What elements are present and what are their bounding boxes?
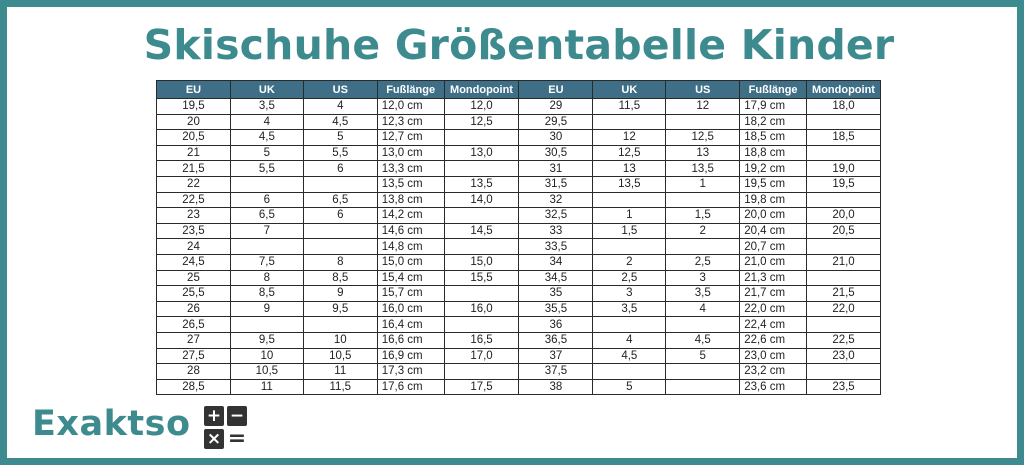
cell-eu: 31,5	[519, 176, 593, 192]
cell-uk: 9,5	[230, 332, 303, 348]
cell-eu: 32	[519, 192, 593, 208]
cell-mondopoint: 16,0	[444, 301, 519, 317]
cell-us: 11	[303, 364, 377, 380]
cell-foot-length: 12,0 cm	[377, 99, 444, 115]
cell-foot-length: 19,2 cm	[740, 161, 807, 177]
cell-uk: 7	[230, 223, 303, 239]
cell-foot-length: 16,6 cm	[377, 332, 444, 348]
cell-mondopoint: 18,0	[807, 99, 881, 115]
cell-uk: 6,5	[230, 208, 303, 224]
cell-us: 6,5	[303, 192, 377, 208]
logo-wordmark: Exaktso	[32, 404, 191, 444]
cell-eu: 23,5	[157, 223, 231, 239]
cell-mondopoint: 19,0	[807, 161, 881, 177]
cell-eu: 22,5	[157, 192, 231, 208]
cell-foot-length: 23,6 cm	[740, 379, 807, 395]
cell-uk: 13	[593, 161, 666, 177]
cell-eu: 34	[519, 254, 593, 270]
header-mondopoint: Mondopoint	[444, 81, 519, 99]
cell-foot-length: 17,9 cm	[740, 99, 807, 115]
cell-uk: 12,5	[593, 145, 666, 161]
cell-us: 9	[303, 286, 377, 302]
cell-uk: 5	[593, 379, 666, 395]
cell-mondopoint	[444, 130, 519, 146]
cell-uk: 2	[593, 254, 666, 270]
header-us: US	[666, 81, 740, 99]
cell-eu: 37,5	[519, 364, 593, 380]
table-row	[157, 145, 881, 161]
cell-mondopoint	[807, 364, 881, 380]
cell-mondopoint: 14,5	[444, 223, 519, 239]
cell-foot-length: 14,8 cm	[377, 239, 444, 255]
cell-us	[303, 223, 377, 239]
cell-uk	[230, 239, 303, 255]
table-row	[157, 270, 881, 286]
cell-mondopoint	[807, 317, 881, 333]
cell-us	[666, 317, 740, 333]
cell-us: 11,5	[303, 379, 377, 395]
cell-foot-length: 22,0 cm	[740, 301, 807, 317]
cell-mondopoint: 19,5	[807, 176, 881, 192]
cell-us: 5	[303, 130, 377, 146]
header-uk: UK	[593, 81, 666, 99]
cell-eu: 36,5	[519, 332, 593, 348]
cell-uk: 11,5	[593, 99, 666, 115]
cell-uk: 4	[230, 114, 303, 130]
cell-us: 1	[666, 176, 740, 192]
table-body	[157, 99, 881, 395]
plus-icon: +	[204, 406, 224, 426]
cell-foot-length: 17,6 cm	[377, 379, 444, 395]
cell-uk: 13,5	[593, 176, 666, 192]
table-row	[157, 379, 881, 395]
table-row	[157, 208, 881, 224]
cell-eu: 20,5	[157, 130, 231, 146]
calculator-icon	[204, 406, 248, 450]
table-row	[157, 317, 881, 333]
cell-us: 4,5	[666, 332, 740, 348]
header-us: US	[303, 81, 377, 99]
cell-mondopoint: 14,0	[444, 192, 519, 208]
cell-us: 3	[666, 270, 740, 286]
cell-foot-length: 13,3 cm	[377, 161, 444, 177]
table-row	[157, 348, 881, 364]
cell-foot-length: 13,0 cm	[377, 145, 444, 161]
cell-mondopoint	[444, 208, 519, 224]
table-row	[157, 99, 881, 115]
cell-mondopoint	[807, 114, 881, 130]
cell-foot-length: 22,4 cm	[740, 317, 807, 333]
cell-uk: 7,5	[230, 254, 303, 270]
cell-mondopoint: 17,0	[444, 348, 519, 364]
cell-us: 10,5	[303, 348, 377, 364]
cell-foot-length: 15,0 cm	[377, 254, 444, 270]
page-title: Skischuhe Größentabelle Kinder	[143, 21, 895, 69]
cell-us	[666, 114, 740, 130]
cell-foot-length: 21,3 cm	[740, 270, 807, 286]
table-row	[157, 223, 881, 239]
cell-mondopoint	[444, 286, 519, 302]
cell-us: 5	[666, 348, 740, 364]
cell-foot-length: 15,7 cm	[377, 286, 444, 302]
cell-mondopoint: 20,5	[807, 223, 881, 239]
cell-eu: 32,5	[519, 208, 593, 224]
cell-foot-length: 12,3 cm	[377, 114, 444, 130]
header-uk: UK	[230, 81, 303, 99]
cell-foot-length: 18,5 cm	[740, 130, 807, 146]
cell-foot-length: 20,0 cm	[740, 208, 807, 224]
cell-mondopoint	[807, 145, 881, 161]
cell-us: 9,5	[303, 301, 377, 317]
cell-mondopoint: 12,5	[444, 114, 519, 130]
cell-us: 13,5	[666, 161, 740, 177]
cell-mondopoint: 13,5	[444, 176, 519, 192]
cell-mondopoint	[444, 317, 519, 333]
cell-uk: 10	[230, 348, 303, 364]
table-row	[157, 239, 881, 255]
cell-uk: 4,5	[593, 348, 666, 364]
table-row	[157, 364, 881, 380]
cell-uk: 1,5	[593, 223, 666, 239]
cell-mondopoint: 18,5	[807, 130, 881, 146]
cell-uk: 6	[230, 192, 303, 208]
cell-uk: 3,5	[593, 301, 666, 317]
cell-uk	[230, 317, 303, 333]
cell-uk: 1	[593, 208, 666, 224]
table-header-row	[157, 81, 881, 99]
cell-eu: 28,5	[157, 379, 231, 395]
cell-mondopoint: 15,0	[444, 254, 519, 270]
cell-us	[303, 176, 377, 192]
cell-eu: 26,5	[157, 317, 231, 333]
cell-uk	[230, 176, 303, 192]
cell-foot-length: 17,3 cm	[377, 364, 444, 380]
cell-us: 6	[303, 161, 377, 177]
cell-foot-length: 21,0 cm	[740, 254, 807, 270]
cell-eu: 28	[157, 364, 231, 380]
cell-foot-length: 20,7 cm	[740, 239, 807, 255]
cell-us: 13	[666, 145, 740, 161]
table-row	[157, 301, 881, 317]
cell-mondopoint	[444, 364, 519, 380]
cell-uk	[593, 239, 666, 255]
cell-mondopoint: 13,0	[444, 145, 519, 161]
cell-mondopoint: 16,5	[444, 332, 519, 348]
cell-foot-length: 14,6 cm	[377, 223, 444, 239]
cell-uk: 9	[230, 301, 303, 317]
cell-eu: 29,5	[519, 114, 593, 130]
cell-us: 8,5	[303, 270, 377, 286]
cell-uk: 12	[593, 130, 666, 146]
cell-eu: 20	[157, 114, 231, 130]
cell-mondopoint	[444, 161, 519, 177]
cell-eu: 21,5	[157, 161, 231, 177]
cell-us: 4	[666, 301, 740, 317]
cell-eu: 29	[519, 99, 593, 115]
cell-uk: 8,5	[230, 286, 303, 302]
cell-eu: 19,5	[157, 99, 231, 115]
equals-icon: =	[227, 426, 247, 451]
cell-mondopoint: 22,5	[807, 332, 881, 348]
cell-us: 10	[303, 332, 377, 348]
cell-eu: 23	[157, 208, 231, 224]
cell-us: 2	[666, 223, 740, 239]
cell-foot-length: 18,8 cm	[740, 145, 807, 161]
cell-uk: 3	[593, 286, 666, 302]
cell-eu: 35	[519, 286, 593, 302]
cell-eu: 27	[157, 332, 231, 348]
cell-mondopoint: 17,5	[444, 379, 519, 395]
minus-icon: −	[227, 406, 247, 426]
cell-mondopoint	[807, 239, 881, 255]
table-row	[157, 254, 881, 270]
cell-eu: 25	[157, 270, 231, 286]
cell-us: 2,5	[666, 254, 740, 270]
cell-uk	[593, 114, 666, 130]
cell-us	[666, 379, 740, 395]
cell-uk: 3,5	[230, 99, 303, 115]
cell-us: 12	[666, 99, 740, 115]
cell-us	[666, 364, 740, 380]
cell-foot-length: 16,4 cm	[377, 317, 444, 333]
header-mondopoint: Mondopoint	[807, 81, 881, 99]
cell-mondopoint	[444, 239, 519, 255]
cell-uk: 4	[593, 332, 666, 348]
cell-us: 1,5	[666, 208, 740, 224]
cell-eu: 30	[519, 130, 593, 146]
cell-uk: 4,5	[230, 130, 303, 146]
cell-eu: 36	[519, 317, 593, 333]
cell-uk: 5	[230, 145, 303, 161]
cell-foot-length: 15,4 cm	[377, 270, 444, 286]
cell-us	[666, 192, 740, 208]
cell-us: 8	[303, 254, 377, 270]
cell-mondopoint: 15,5	[444, 270, 519, 286]
cell-foot-length: 19,5 cm	[740, 176, 807, 192]
cell-foot-length: 19,8 cm	[740, 192, 807, 208]
cell-foot-length: 14,2 cm	[377, 208, 444, 224]
cell-foot-length: 13,5 cm	[377, 176, 444, 192]
times-icon: ×	[204, 429, 224, 449]
cell-us: 4,5	[303, 114, 377, 130]
cell-eu: 33	[519, 223, 593, 239]
table-row	[157, 161, 881, 177]
header-eu: EU	[519, 81, 593, 99]
cell-us: 3,5	[666, 286, 740, 302]
cell-foot-length: 21,7 cm	[740, 286, 807, 302]
cell-us	[666, 239, 740, 255]
cell-eu: 33,5	[519, 239, 593, 255]
cell-mondopoint	[807, 192, 881, 208]
cell-us	[303, 239, 377, 255]
cell-uk: 5,5	[230, 161, 303, 177]
cell-uk: 8	[230, 270, 303, 286]
cell-eu: 34,5	[519, 270, 593, 286]
cell-foot-length: 16,9 cm	[377, 348, 444, 364]
cell-uk: 2,5	[593, 270, 666, 286]
cell-foot-length: 22,6 cm	[740, 332, 807, 348]
table-row	[157, 332, 881, 348]
cell-eu: 21	[157, 145, 231, 161]
header-foot-length: Fußlänge	[377, 81, 444, 99]
cell-uk	[593, 317, 666, 333]
cell-us: 4	[303, 99, 377, 115]
cell-mondopoint	[807, 270, 881, 286]
table-row	[157, 192, 881, 208]
cell-foot-length: 13,8 cm	[377, 192, 444, 208]
cell-eu: 26	[157, 301, 231, 317]
cell-us: 5,5	[303, 145, 377, 161]
table-row	[157, 286, 881, 302]
cell-us	[303, 317, 377, 333]
cell-eu: 37	[519, 348, 593, 364]
cell-foot-length: 12,7 cm	[377, 130, 444, 146]
cell-mondopoint: 21,5	[807, 286, 881, 302]
cell-eu: 38	[519, 379, 593, 395]
cell-mondopoint: 23,0	[807, 348, 881, 364]
cell-uk	[593, 364, 666, 380]
cell-eu: 22	[157, 176, 231, 192]
cell-foot-length: 23,2 cm	[740, 364, 807, 380]
cell-eu: 30,5	[519, 145, 593, 161]
cell-mondopoint: 23,5	[807, 379, 881, 395]
cell-eu: 24,5	[157, 254, 231, 270]
cell-mondopoint: 12,0	[444, 99, 519, 115]
cell-uk: 10,5	[230, 364, 303, 380]
table-row	[157, 130, 881, 146]
cell-mondopoint: 21,0	[807, 254, 881, 270]
size-table	[156, 80, 881, 395]
cell-uk	[593, 192, 666, 208]
cell-eu: 24	[157, 239, 231, 255]
table-row	[157, 176, 881, 192]
cell-uk: 11	[230, 379, 303, 395]
cell-mondopoint: 20,0	[807, 208, 881, 224]
cell-foot-length: 23,0 cm	[740, 348, 807, 364]
header-eu: EU	[157, 81, 231, 99]
cell-eu: 27,5	[157, 348, 231, 364]
cell-eu: 35,5	[519, 301, 593, 317]
cell-foot-length: 18,2 cm	[740, 114, 807, 130]
header-foot-length: Fußlänge	[740, 81, 807, 99]
cell-us: 12,5	[666, 130, 740, 146]
table-row	[157, 114, 881, 130]
cell-foot-length: 16,0 cm	[377, 301, 444, 317]
cell-foot-length: 20,4 cm	[740, 223, 807, 239]
cell-mondopoint: 22,0	[807, 301, 881, 317]
cell-us: 6	[303, 208, 377, 224]
cell-eu: 25,5	[157, 286, 231, 302]
cell-eu: 31	[519, 161, 593, 177]
